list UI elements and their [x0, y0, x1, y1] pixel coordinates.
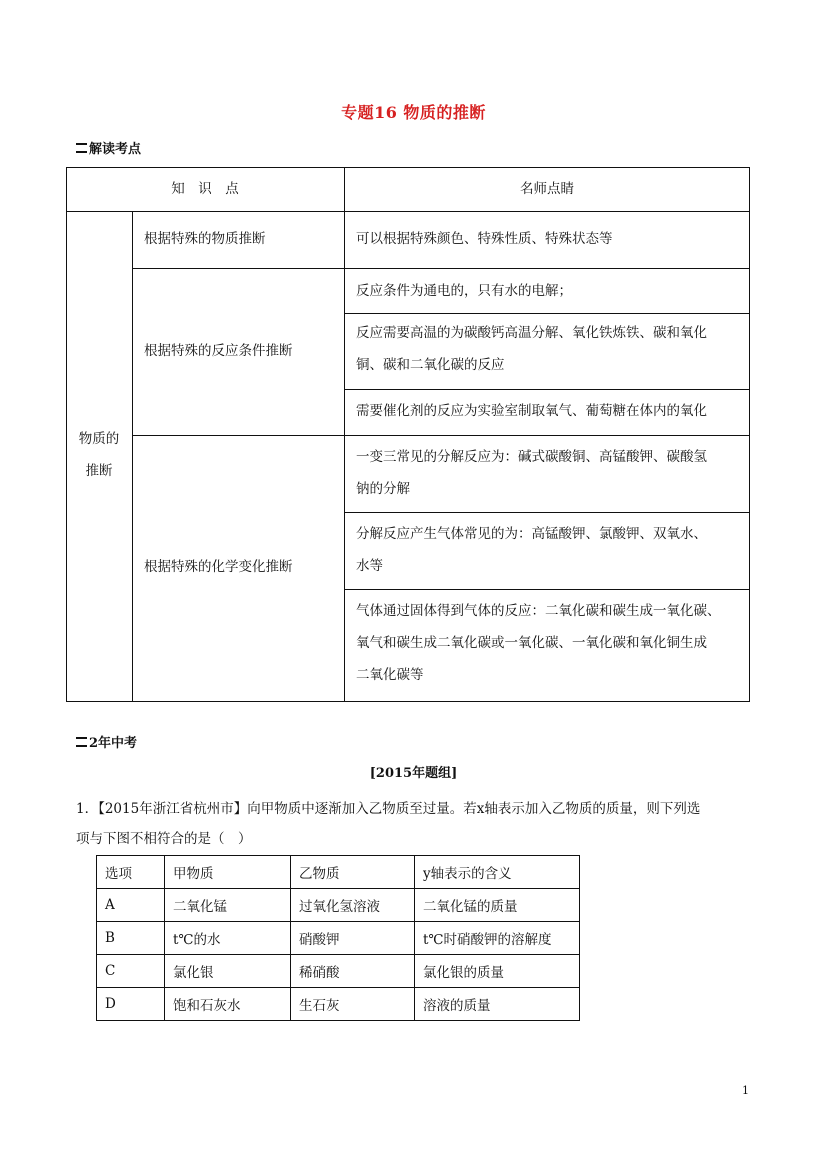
option-cell: B — [97, 922, 165, 955]
row-label-condition: 根据特殊的反应条件推断 — [144, 343, 293, 359]
y-meaning-cell: 二氧化锰的质量 — [415, 889, 580, 922]
group-title: [2015年题组] — [369, 766, 458, 781]
section-marker-icon — [76, 143, 87, 153]
y-meaning-cell: 氯化银的质量 — [415, 955, 580, 988]
substance-a-cell: 二氧化锰 — [165, 889, 291, 922]
question-text-cont: 项与下图不相符合的是（ ） — [76, 831, 252, 847]
header-knowledge: 知 识 点 — [171, 181, 239, 197]
header-cell: 乙物质 — [291, 856, 415, 889]
substance-b-cell: 生石灰 — [291, 988, 415, 1021]
tip-change-2: 分解反应产生气体常见的为：高锰酸钾、氯酸钾、双氧水、 水等 — [356, 526, 707, 574]
row-label-change: 根据特殊的化学变化推断 — [144, 559, 293, 575]
substance-b-cell: 硝酸钾 — [291, 922, 415, 955]
table-row — [97, 955, 580, 988]
header-tips: 名师点睛 — [520, 181, 574, 197]
tip-condition-1: 反应条件为通电的，只有水的电解； — [356, 283, 572, 299]
tip-condition-2: 反应需要高温的为碳酸钙高温分解、氧化铁炼铁、碳和氧化 铜、碳和二氧化碳的反应 — [356, 325, 707, 373]
tip-change-3: 气体通过固体得到气体的反应：二氧化碳和碳生成一氧化碳、 氧气和碳生成二氧化碳或一氧化碳、一氧化碳和氧化铜生成 二氧化碳等 — [356, 603, 721, 683]
row-label-substance: 根据特殊的物质推断 — [144, 231, 266, 247]
question-number: 1． — [76, 801, 99, 817]
option-cell: D — [97, 988, 165, 1021]
y-meaning-cell: 溶液的质量 — [415, 988, 580, 1021]
header-cell: 选项 — [97, 856, 165, 889]
page-title: 专题16 物质的推断 — [341, 103, 486, 122]
knowledge-table — [66, 167, 750, 702]
substance-a-cell: 氯化银 — [165, 955, 291, 988]
section-heading-exams — [76, 732, 137, 751]
question-text: 【2015年浙江省杭州市】向甲物质中逐渐加入乙物质至过量。若x轴表示加入乙物质的质量，则下列选 — [98, 801, 701, 817]
substance-b-cell: 稀硝酸 — [291, 955, 415, 988]
tip-condition-3: 需要催化剂的反应为实验室制取氧气、葡萄糖在体内的氧化 — [356, 403, 707, 419]
header-cell: 甲物质 — [165, 856, 291, 889]
category-label: 物质的 推断 — [78, 431, 120, 479]
table-row — [97, 988, 580, 1021]
options-table — [96, 855, 580, 1021]
substance-b-cell: 过氧化氢溶液 — [291, 889, 415, 922]
y-meaning-cell: t℃时硝酸钾的溶解度 — [415, 922, 580, 955]
option-cell: C — [97, 955, 165, 988]
tip-change-1: 一变三常见的分解反应为：碱式碳酸铜、高锰酸钾、碳酸氢 钠的分解 — [356, 449, 707, 497]
substance-a-cell: 饱和石灰水 — [165, 988, 291, 1021]
page-number: 1 — [742, 1084, 749, 1097]
header-cell: y轴表示的含义 — [415, 856, 580, 889]
option-cell: A — [97, 889, 165, 922]
section-label: 解读考点 — [89, 142, 142, 157]
tip-substance: 可以根据特殊颜色、特殊性质、特殊状态等 — [356, 231, 613, 247]
question-1 — [76, 794, 756, 854]
table-header-row — [97, 856, 580, 889]
section-heading-interpretation — [76, 138, 141, 157]
table-row — [97, 922, 580, 955]
substance-a-cell: t℃的水 — [165, 922, 291, 955]
table-row — [97, 889, 580, 922]
section-label: 2年中考 — [89, 736, 138, 751]
section-marker-icon — [76, 737, 87, 747]
